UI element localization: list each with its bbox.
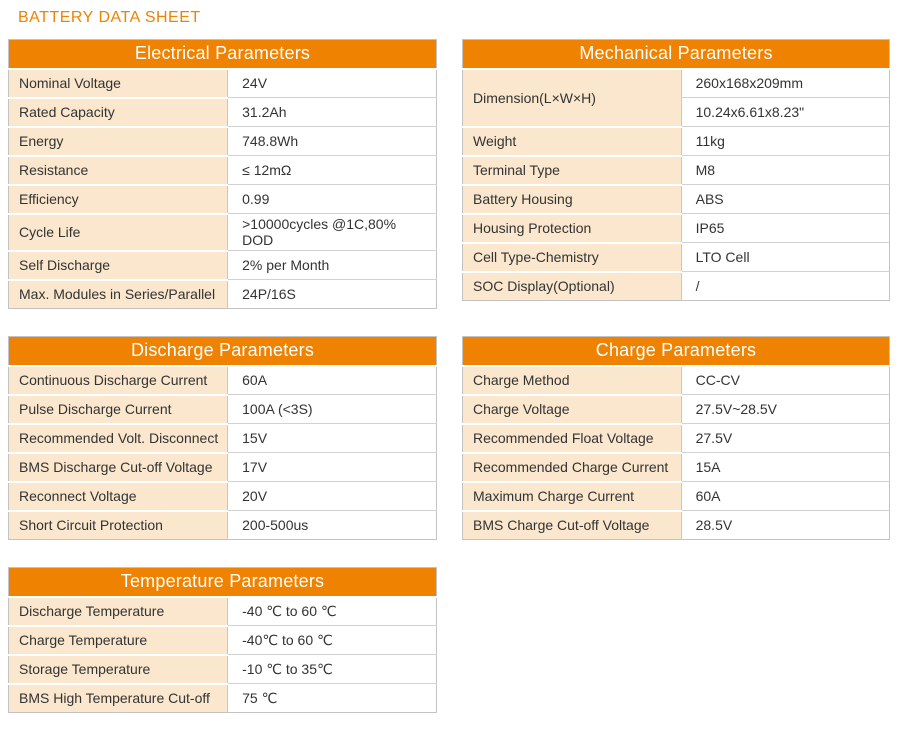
param-label: Cycle Life <box>9 214 228 251</box>
table-row <box>463 482 890 511</box>
table-row <box>463 511 890 540</box>
table-row <box>9 655 437 684</box>
table-row <box>463 69 890 98</box>
electrical-parameters-header: Electrical Parameters <box>9 40 437 69</box>
param-value: LTO Cell <box>681 243 889 272</box>
param-label: Battery Housing <box>463 185 682 214</box>
mechanical-parameters-table <box>462 39 890 301</box>
table-row <box>9 69 437 98</box>
param-value: 31.2Ah <box>228 98 437 127</box>
table-row <box>9 127 437 156</box>
table-row <box>463 453 890 482</box>
table-row <box>9 214 437 251</box>
table-row <box>9 395 437 424</box>
mechanical-parameters-header: Mechanical Parameters <box>463 40 890 69</box>
param-value: 28.5V <box>681 511 889 540</box>
param-label: Terminal Type <box>463 156 682 185</box>
param-label: Charge Temperature <box>9 626 228 655</box>
table-row <box>463 243 890 272</box>
temperature-parameters-section <box>8 567 437 713</box>
table-row <box>463 185 890 214</box>
mechanical-parameters-section <box>462 39 890 301</box>
table-row <box>463 214 890 243</box>
electrical-parameters-table <box>8 39 437 309</box>
param-label: BMS High Temperature Cut-off <box>9 684 228 713</box>
param-label: Continuous Discharge Current <box>9 366 228 395</box>
discharge-parameters-section <box>8 336 437 540</box>
param-label: Weight <box>463 127 682 156</box>
electrical-parameters-section <box>8 39 437 309</box>
param-label: Charge Method <box>463 366 682 395</box>
table-row <box>9 366 437 395</box>
param-value: -10 ℃ to 35℃ <box>228 655 437 684</box>
param-value: 0.99 <box>228 185 437 214</box>
param-value: 60A <box>681 482 889 511</box>
temperature-parameters-header: Temperature Parameters <box>9 568 437 597</box>
param-value: ABS <box>681 185 889 214</box>
table-row <box>463 395 890 424</box>
table-row <box>463 156 890 185</box>
param-value: ≤ 12mΩ <box>228 156 437 185</box>
param-label: Nominal Voltage <box>9 69 228 98</box>
param-label: Self Discharge <box>9 251 228 280</box>
charge-parameters-table <box>462 336 890 540</box>
temperature-parameters-table <box>8 567 437 713</box>
param-label: Maximum Charge Current <box>463 482 682 511</box>
table-row <box>9 684 437 713</box>
param-value: IP65 <box>681 214 889 243</box>
param-label: SOC Display(Optional) <box>463 272 682 301</box>
table-row <box>9 185 437 214</box>
param-value: 748.8Wh <box>228 127 437 156</box>
param-value: 11kg <box>681 127 889 156</box>
param-value: 60A <box>228 366 437 395</box>
param-label: Energy <box>9 127 228 156</box>
param-value: 260x168x209mm <box>681 69 889 98</box>
param-value: -40 ℃ to 60 ℃ <box>228 597 437 626</box>
tables-grid <box>8 39 900 713</box>
param-value: 15A <box>681 453 889 482</box>
param-value: 27.5V <box>681 424 889 453</box>
param-label: Short Circuit Protection <box>9 511 228 540</box>
param-label: Discharge Temperature <box>9 597 228 626</box>
param-label: Resistance <box>9 156 228 185</box>
param-value: 27.5V~28.5V <box>681 395 889 424</box>
param-value: 75 ℃ <box>228 684 437 713</box>
table-row <box>9 98 437 127</box>
page-title: BATTERY DATA SHEET <box>18 9 201 26</box>
param-label: Cell Type-Chemistry <box>463 243 682 272</box>
param-value: 24P/16S <box>228 280 437 309</box>
table-row <box>463 272 890 301</box>
param-value: >10000cycles @1C,80% DOD <box>228 214 437 251</box>
param-value: 200-500us <box>228 511 437 540</box>
param-value: 17V <box>228 453 437 482</box>
param-value: 20V <box>228 482 437 511</box>
param-label: Charge Voltage <box>463 395 682 424</box>
param-value: 100A (<3S) <box>228 395 437 424</box>
param-value: -40℃ to 60 ℃ <box>228 626 437 655</box>
table-row <box>9 597 437 626</box>
param-label: Pulse Discharge Current <box>9 395 228 424</box>
param-label: BMS Discharge Cut-off Voltage <box>9 453 228 482</box>
table-row <box>9 156 437 185</box>
param-value: 10.24x6.61x8.23" <box>681 98 889 127</box>
param-label: Recommended Volt. Disconnect <box>9 424 228 453</box>
table-row <box>9 251 437 280</box>
param-value: CC-CV <box>681 366 889 395</box>
param-label: Max. Modules in Series/Parallel <box>9 280 228 309</box>
charge-parameters-section <box>462 336 890 540</box>
param-value: M8 <box>681 156 889 185</box>
param-value: 15V <box>228 424 437 453</box>
param-label: Housing Protection <box>463 214 682 243</box>
param-value: 2% per Month <box>228 251 437 280</box>
table-row <box>9 482 437 511</box>
table-row <box>9 280 437 309</box>
discharge-parameters-header: Discharge Parameters <box>9 337 437 366</box>
discharge-parameters-table <box>8 336 437 540</box>
param-label: Recommended Float Voltage <box>463 424 682 453</box>
param-label: Rated Capacity <box>9 98 228 127</box>
charge-parameters-header: Charge Parameters <box>463 337 890 366</box>
table-row <box>9 453 437 482</box>
table-row <box>9 424 437 453</box>
param-value: 24V <box>228 69 437 98</box>
table-row <box>463 366 890 395</box>
param-label: BMS Charge Cut-off Voltage <box>463 511 682 540</box>
param-label: Recommended Charge Current <box>463 453 682 482</box>
param-label: Efficiency <box>9 185 228 214</box>
table-row <box>9 626 437 655</box>
param-label: Dimension(L×W×H) <box>463 69 682 127</box>
table-row <box>9 511 437 540</box>
param-value: / <box>681 272 889 301</box>
table-row <box>463 424 890 453</box>
param-label: Reconnect Voltage <box>9 482 228 511</box>
param-label: Storage Temperature <box>9 655 228 684</box>
table-row <box>463 127 890 156</box>
